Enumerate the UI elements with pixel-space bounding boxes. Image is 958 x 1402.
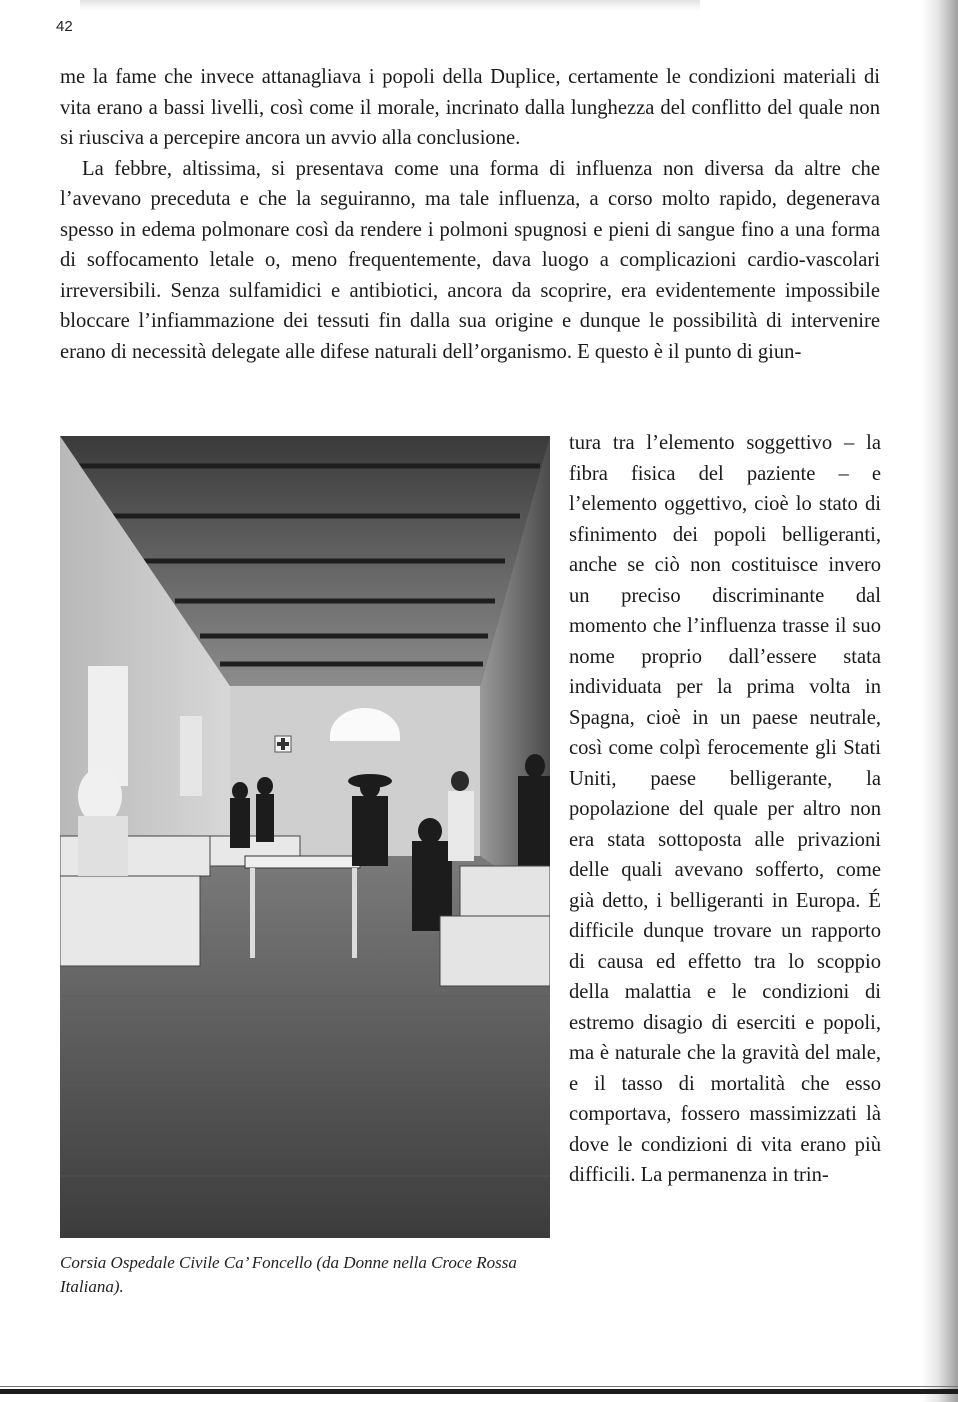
body-text-top bbox=[60, 62, 880, 367]
paragraph-2: La febbre, altissima, si presentava come una forma di influenza non diversa da altre che l’avevano preceduta e che la seguiranno, ma tale influenza, a corso molto rapido, degenerava spesso in edema polmonare così da rendere i polmoni spugnosi e pieni di sangue fino a una forma di soffocamento letale o, meno frequentemente, dava luogo a complicazioni cardio-vascolari irreversibili. Senza sulfamidici e antibiotici, ancora da scoprire, era evidentemente impossibile bloccare l’infiammazione dei tessuti fin dalla sua origine e dunque le possibilità di intervenire erano di necessità delegate alle difese naturali dell’organismo. E questo è il punto di giun- bbox=[60, 157, 880, 363]
photo-caption: Corsia Ospedale Civile Ca’ Foncello (da Donne nella Croce Rossa Italiana). bbox=[60, 1253, 517, 1296]
scan-bottom-line bbox=[0, 1386, 958, 1387]
hospital-ward-photo bbox=[60, 436, 550, 1238]
scan-top-smudge bbox=[80, 0, 700, 10]
scan-bottom-edge bbox=[0, 1389, 958, 1394]
book-spine-shadow bbox=[922, 0, 958, 1402]
body-text-side-column: tura tra l’elemento soggettivo – la fibra fisica del paziente – e l’elemento oggettivo, cioè lo stato di sfinimento dei popoli belligeranti, anche se ciò non costituisce invero un preciso discriminante dal momento che l’influenza trasse il suo nome proprio dall’essere stata individuata per la prima volta in Spagna, cioè in un paese neutrale, così come colpì ferocemente gli Stati Uniti, paese belligerante, la popolazione del quale per altro non era stata sottoposta alle privazioni delle quali avevano sofferto, come già detto, i belligeranti in Europa. É difficile dunque trovare un rapporto di causa ed effetto tra lo scoppio della malattia e le condizioni di estremo disagio di eserciti e popoli, ma è naturale che la gravità del male, e il tasso di mortalità che esso comportava, fossero massimizzati là dove le condizioni di vita erano più difficili. La permanenza in trin- bbox=[569, 432, 881, 1186]
paragraph-1: me la fame che invece attanagliava i popoli della Duplice, certamente le condizioni materiali di vita erano a bassi livelli, così come il morale, incrinato dalla lunghezza del conflitto del quale non si riusciva a percepire ancora un avvio alla conclusione. bbox=[60, 66, 880, 149]
page-number: 42 bbox=[56, 18, 73, 35]
